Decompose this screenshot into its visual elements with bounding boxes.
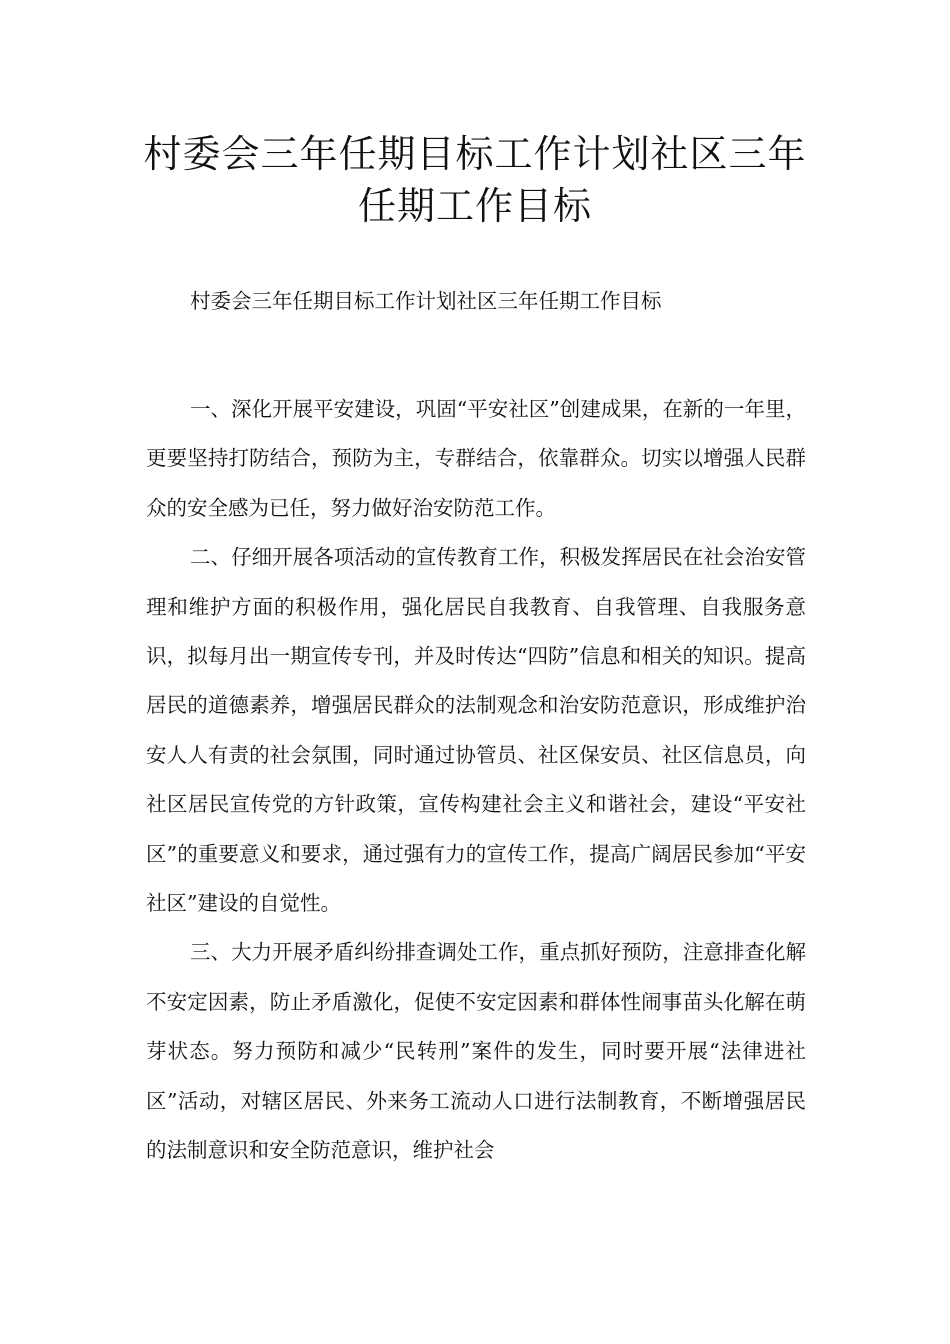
document-title: 村委会三年任期目标工作计划社区三年任期工作目标 xyxy=(143,132,807,228)
paragraph-1: 一、深化开展平安建设，巩固“平安社区”创建成果，在新的一年里，更要坚持打防结合，预防为主，专群结合，依靠群众。切实以增强人民群众的安全感为已任，努力做好治安防范工作。 xyxy=(146,397,806,520)
document-body xyxy=(146,385,806,1176)
paragraph-3: 三、大力开展矛盾纠纷排查调处工作，重点抓好预防，注意排查化解不安定因素，防止矛盾激化，促使不安定因素和群体性闹事苗头化解在萌芽状态。努力预防和减少“民转刑”案件的发生，同时要开展“法律进社区”活动，对辖区居民、外来务工流动人口进行法制教育，不断增强居民的法制意识和安全防范意识，维护社会 xyxy=(146,940,806,1163)
paragraph-2: 二、仔细开展各项活动的宣传教育工作，积极发挥居民在社会治安管理和维护方面的积极作用，强化居民自我教育、自我管理、自我服务意识，拟每月出一期宣传专刊，并及时传达“四防”信息和相关的知识。提高居民的道德素养，增强居民群众的法制观念和治安防范意识，形成维护治安人人有责的社会氛围，同时通过协管员、社区保安员、社区信息员，向社区居民宣传党的方针政策，宣传构建社会主义和谐社会，建设“平安社区”的重要意义和要求，通过强有力的宣传工作，提高广阔居民参加“平安社区”建设的自觉性。 xyxy=(146,545,806,916)
document-subtitle: 村委会三年任期目标工作计划社区三年任期工作目标 xyxy=(190,289,662,313)
